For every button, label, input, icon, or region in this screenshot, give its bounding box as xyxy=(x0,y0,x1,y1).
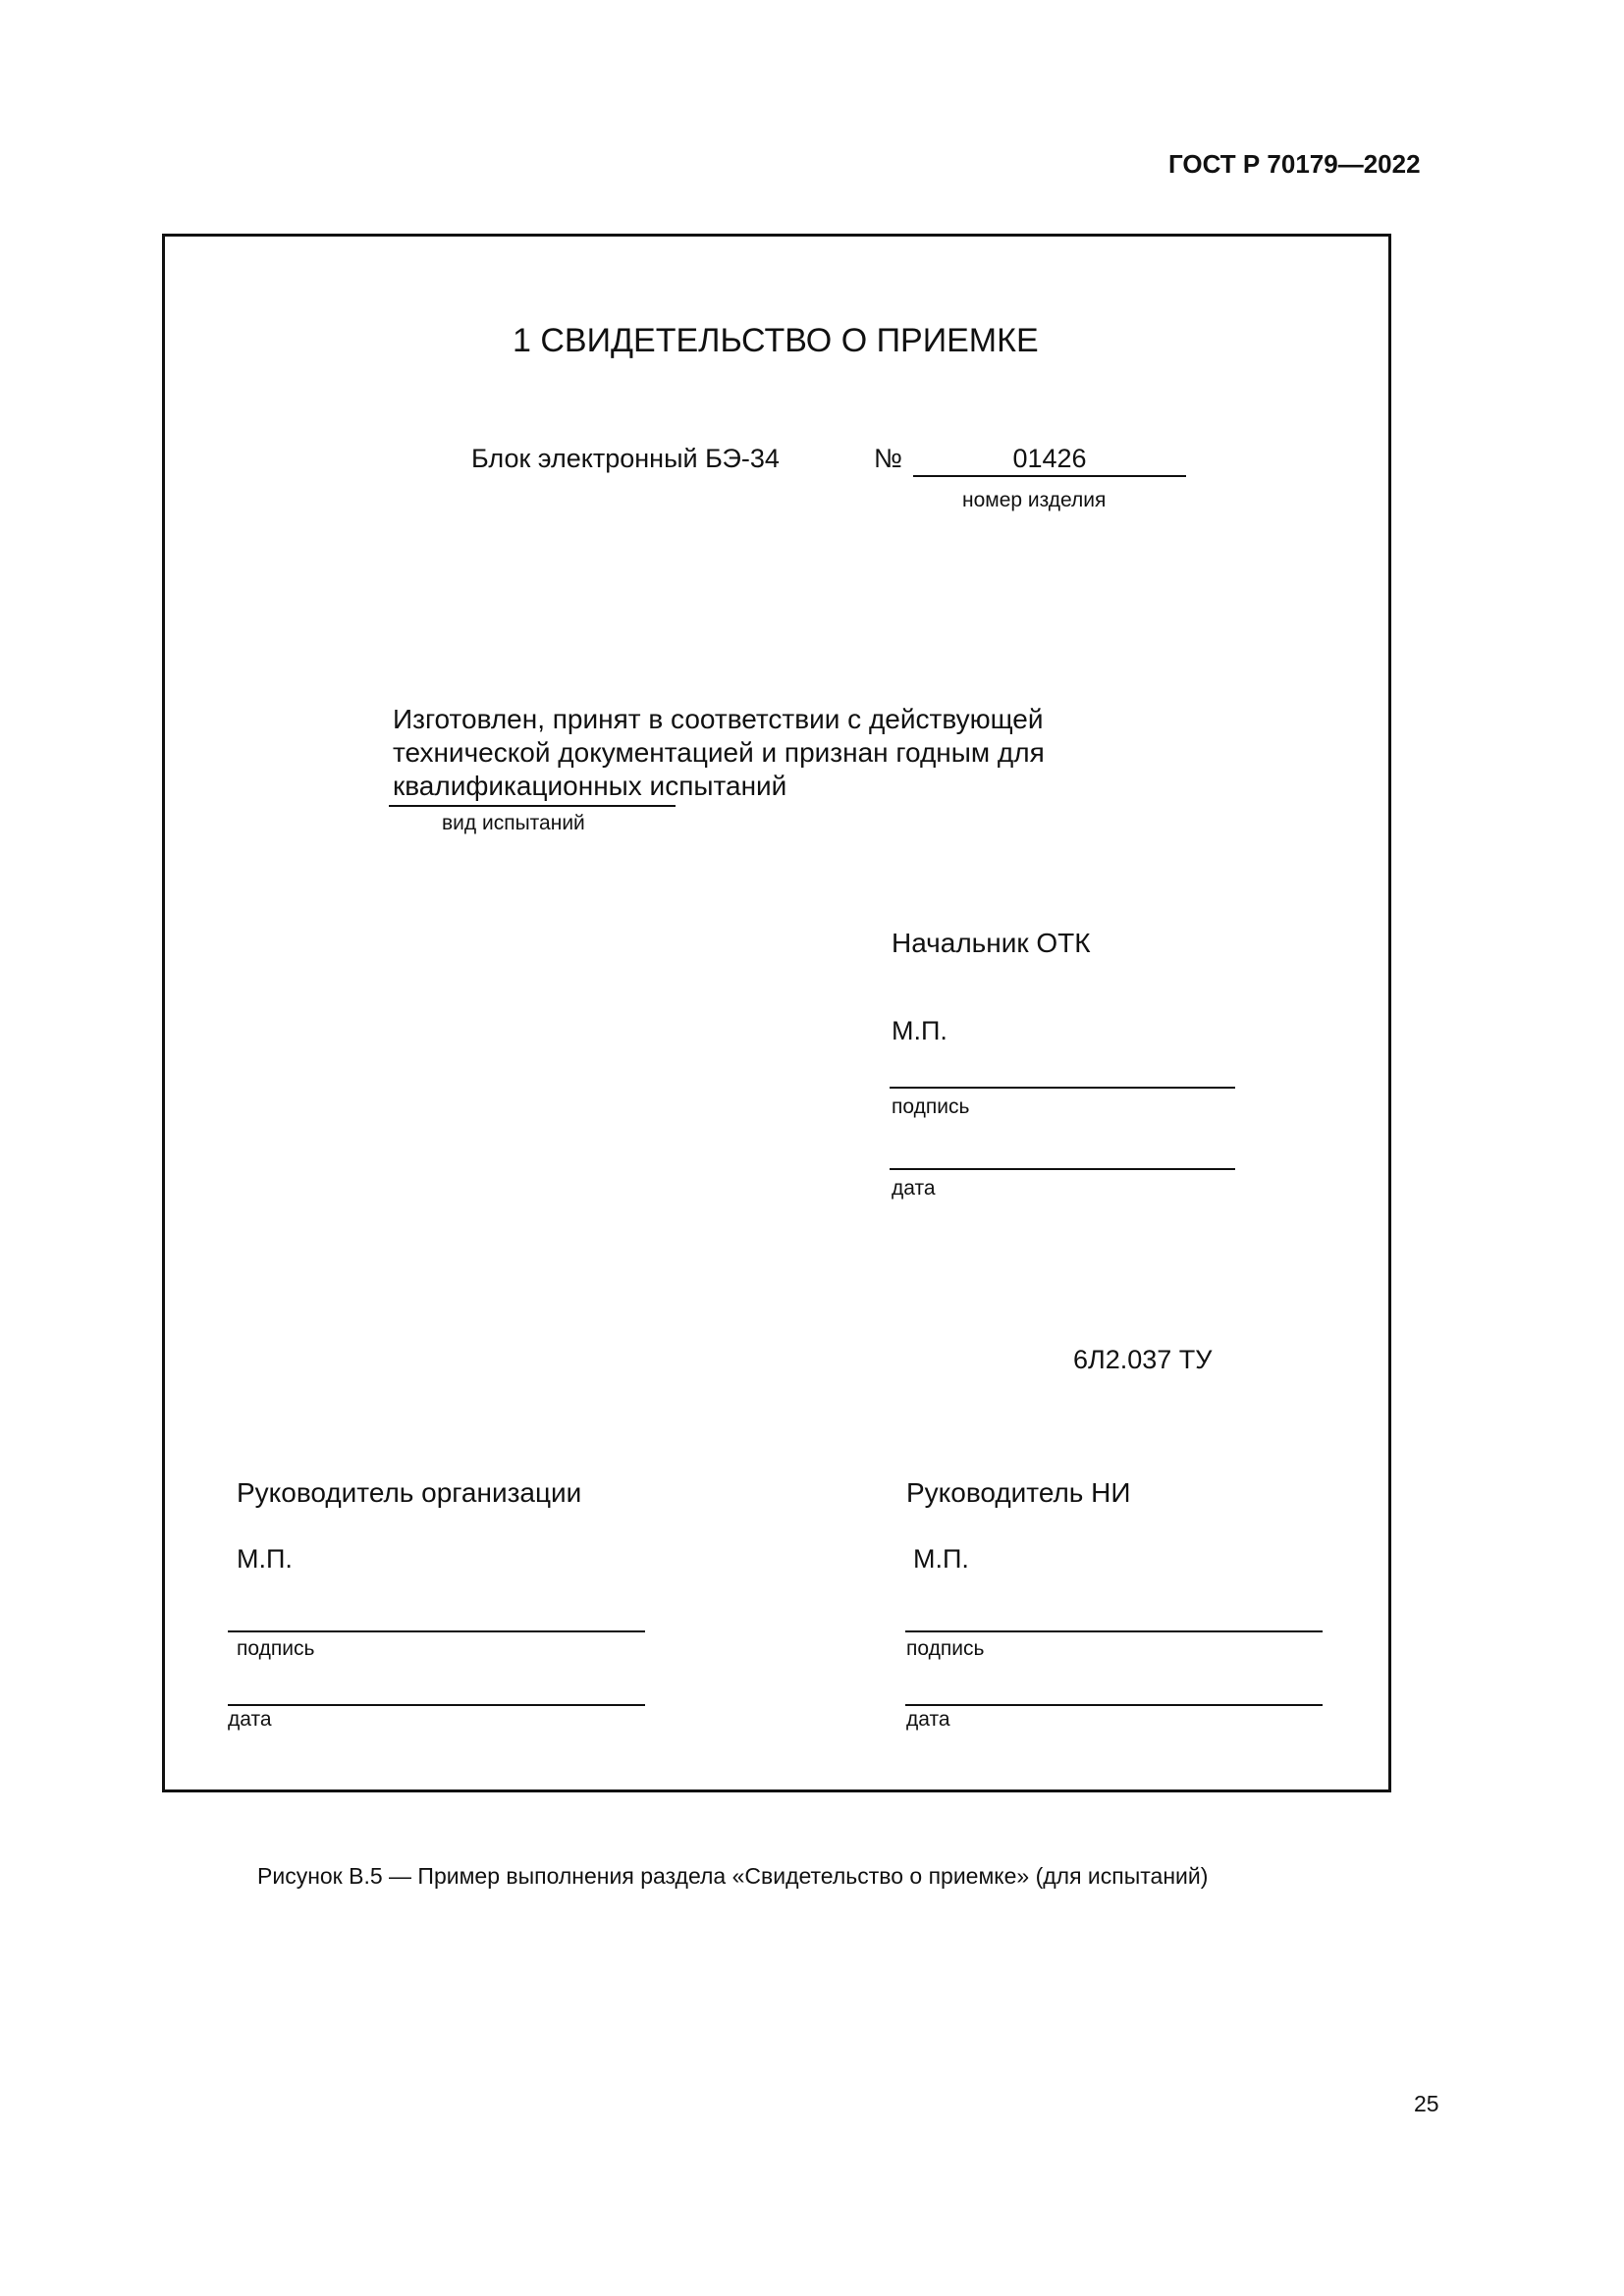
spec-code: 6Л2.037 ТУ xyxy=(1073,1345,1213,1374)
organization-date-line xyxy=(228,1704,645,1706)
otk-date-line xyxy=(890,1168,1235,1170)
product-name: Блок электронный БЭ-34 xyxy=(471,444,780,473)
otk-head-title: Начальник ОТК xyxy=(892,928,1091,958)
serial-number-value: 01426 xyxy=(1012,444,1087,473)
ni-date-caption: дата xyxy=(906,1708,950,1731)
certificate-title: 1 СВИДЕТЕЛЬСТВО О ПРИЕМКЕ xyxy=(513,322,1039,359)
organization-signature-caption: подпись xyxy=(237,1637,315,1660)
otk-date-caption: дата xyxy=(892,1177,936,1200)
otk-signature-caption: подпись xyxy=(892,1095,970,1118)
figure-caption: Рисунок В.5 — Пример выполнения раздела «Свидетельство о приемке» (для испытаний) xyxy=(257,1863,1209,1889)
otk-stamp-place: М.П. xyxy=(892,1016,947,1045)
serial-number-caption: номер изделия xyxy=(962,489,1107,511)
statement-line-1: Изготовлен, принят в соответствии с действующей xyxy=(393,704,1044,734)
statement-line-3: квалификационных испытаний xyxy=(393,771,787,801)
otk-signature-line xyxy=(890,1087,1235,1089)
organization-stamp-place: М.П. xyxy=(237,1544,293,1574)
test-type-caption: вид испытаний xyxy=(442,812,585,834)
ni-date-line xyxy=(905,1704,1323,1706)
organization-date-caption: дата xyxy=(228,1708,272,1731)
organization-signature-line xyxy=(228,1630,645,1632)
ni-signature-caption: подпись xyxy=(906,1637,985,1660)
organization-head-title: Руководитель организации xyxy=(237,1477,582,1508)
ni-signature-line xyxy=(905,1630,1323,1632)
page-number: 25 xyxy=(1414,2091,1439,2116)
ni-head-title: Руководитель НИ xyxy=(906,1477,1131,1508)
serial-number-line xyxy=(913,475,1186,477)
number-sign: № xyxy=(874,444,902,473)
ni-stamp-place: М.П. xyxy=(913,1544,969,1574)
test-type-line xyxy=(389,805,676,807)
statement-line-2: технической документацией и признан годным для xyxy=(393,737,1045,768)
standard-code: ГОСТ Р 70179—2022 xyxy=(1168,149,1421,179)
